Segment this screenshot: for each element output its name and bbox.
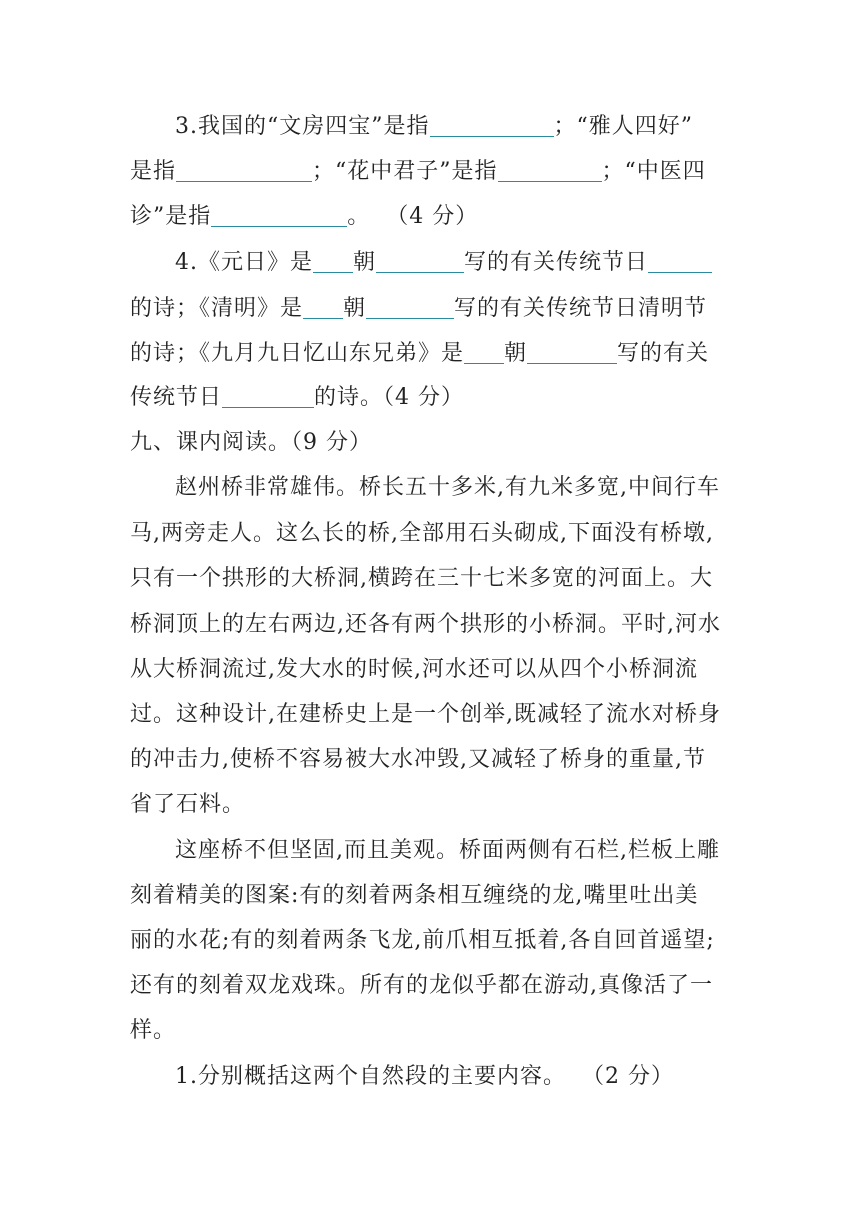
passage-line: 只有一个拱形的大桥洞,横跨在三十七米多宽的河面上。大 <box>130 566 713 591</box>
passage-line: 省了石料。 <box>130 792 246 817</box>
q3-text: ；“花中君子”是指 <box>312 159 498 184</box>
q4-text: 的诗；《九月九日忆山东兄弟》是 <box>130 341 465 366</box>
passage-line: 马,两旁走人。这么长的桥,全部用石头砌成,下面没有桥墩, <box>130 521 714 546</box>
q4-text: 传统节日 <box>130 385 223 410</box>
q4-text: 写的有关传统节日清明节 <box>454 296 708 321</box>
passage-line: 刻着精美的图案:有的刻着两条相互缠绕的龙,嘴里吐出美 <box>130 883 699 908</box>
q3-line-1 <box>175 112 785 142</box>
q4-text: 朝 <box>343 296 367 321</box>
passage-line: 桥洞顶上的左右两边,还各有两个拱形的小桥洞。平时,河水 <box>130 612 721 637</box>
answer-blank[interactable] <box>176 159 312 182</box>
sub-question-text: 1.分别概括这两个自然段的主要内容。 <box>175 1064 566 1089</box>
answer-blank[interactable] <box>430 114 554 137</box>
passage-line: 的冲击力,使桥不容易被大水冲毁,又减轻了桥身的重量,节 <box>130 747 706 772</box>
passage-line: 丽的水花;有的刻着两条飞龙,前爪相互抵着,各自回首遥望; <box>130 928 715 953</box>
passage-line: 样。 <box>130 1018 177 1043</box>
q4-text: 的诗。（4 分） <box>314 385 465 410</box>
q4-text: 写的有关 <box>617 341 710 366</box>
passage-line: 从大桥洞流过,发大水的时候,河水还可以从四个小桥洞流 <box>130 657 698 682</box>
q4-text: 写的有关传统节日 <box>464 250 649 275</box>
q4-number: 4. <box>175 250 198 275</box>
q3-text: 是指 <box>130 159 177 184</box>
q3-text: ；“中医四 <box>601 159 706 184</box>
sub-question-1 <box>175 1062 785 1092</box>
q4-line-1 <box>175 248 785 278</box>
q4-line-4 <box>130 383 740 413</box>
passage-line: 赵州桥非常雄伟。桥长五十多米,有九米多宽,中间行车 <box>175 475 720 500</box>
q3-number: 3. <box>175 114 198 139</box>
answer-blank[interactable] <box>376 250 464 273</box>
section-title: 九、课内阅读。（9 分） <box>130 430 372 455</box>
q3-score: （4 分） <box>386 204 479 229</box>
q4-text: 《元日》是 <box>198 250 314 275</box>
passage-line: 过。这种设计,在建桥史上是一个创举,既减轻了流水对桥身 <box>130 702 721 727</box>
answer-blank[interactable] <box>498 159 602 182</box>
answer-blank[interactable] <box>211 204 347 227</box>
q4-line-2 <box>130 294 740 324</box>
q4-line-3 <box>130 339 740 369</box>
answer-blank[interactable] <box>222 385 314 408</box>
answer-blank[interactable] <box>366 296 454 319</box>
q4-text: 朝 <box>353 250 377 275</box>
q3-text: 诊”是指 <box>130 204 212 229</box>
sub-question-score: （2 分） <box>582 1064 674 1089</box>
q3-line-2 <box>130 157 740 187</box>
passage-line: 这座桥不但坚固,而且美观。桥面两侧有石栏,栏板上雕 <box>175 838 720 863</box>
answer-blank[interactable] <box>464 341 504 364</box>
q3-line-3 <box>130 202 740 232</box>
q3-text: ；“雅人四好” <box>553 114 693 139</box>
answer-blank[interactable] <box>527 341 617 364</box>
answer-blank[interactable] <box>313 250 353 273</box>
q4-text: 的诗；《清明》是 <box>130 296 304 321</box>
q3-text: 。 <box>347 204 371 229</box>
passage-line: 还有的刻着双龙戏珠。所有的龙似乎都在游动,真像活了一 <box>130 973 713 998</box>
answer-blank[interactable] <box>648 250 712 273</box>
q3-text: 我国的“文房四宝”是指 <box>198 114 430 139</box>
q4-text: 朝 <box>504 341 528 366</box>
answer-blank[interactable] <box>303 296 343 319</box>
